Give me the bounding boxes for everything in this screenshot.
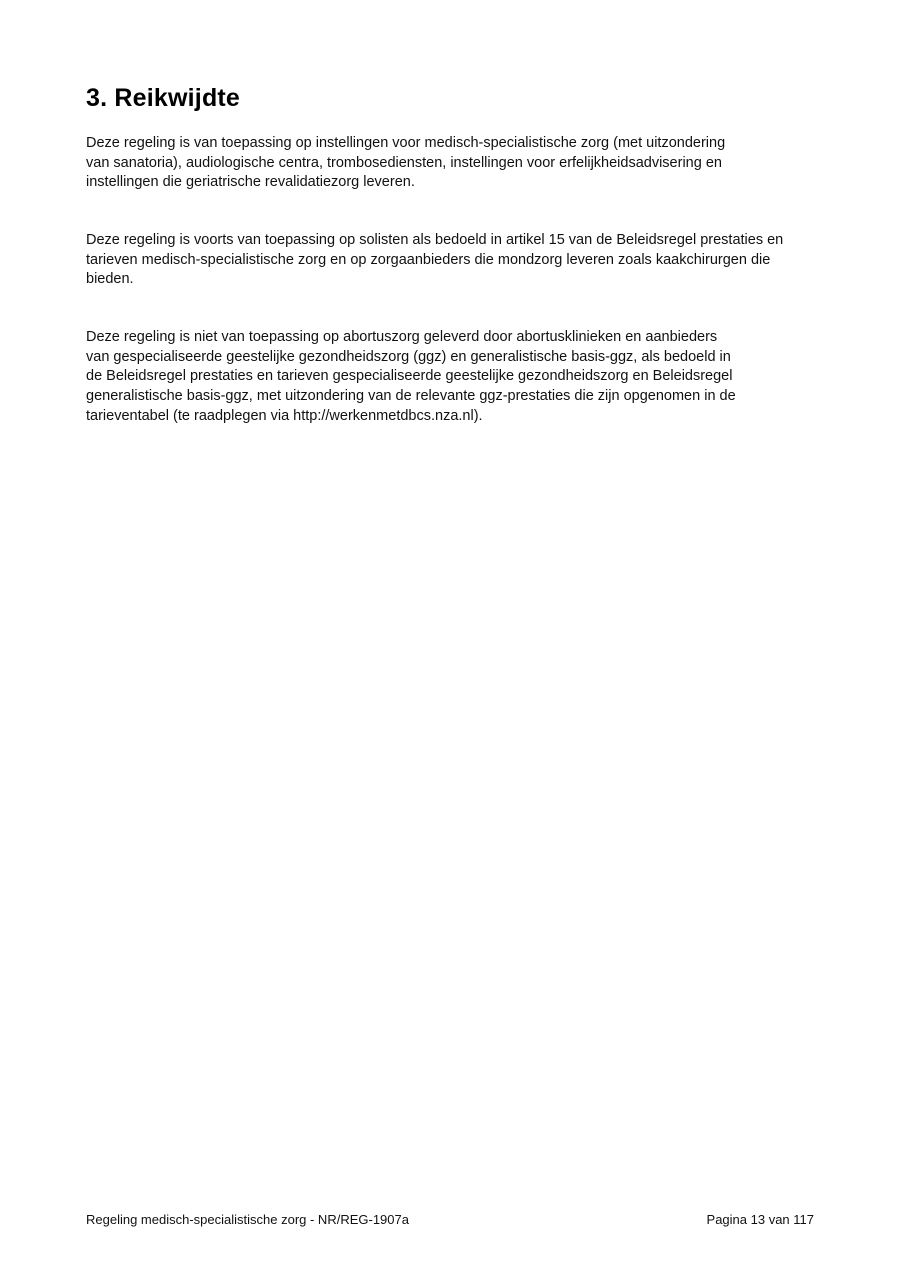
- footer-page-number: Pagina 13 van 117: [706, 1212, 814, 1227]
- footer-document-title: Regeling medisch-specialistische zorg - NR/REG-1907a: [86, 1212, 409, 1227]
- paragraph-line: Deze regeling is van toepassing op instellingen voor medisch-specialistische zorg (met uitzondering: [86, 135, 726, 151]
- paragraph-scope-institutions: [86, 134, 725, 193]
- paragraph-line: instellingen die geriatrische revalidatiezorg leveren.: [86, 174, 415, 191]
- paragraph-scope-solists: [86, 231, 783, 290]
- paragraph-line: van sanatoria), audiologische centra, trombosediensten, instellingen voor erfelijkheidsadvisering en: [86, 154, 722, 171]
- paragraph-line: van gespecialiseerde geestelijke gezondheidszorg (ggz) en generalistische basis-ggz, als bedoeld in: [86, 348, 731, 365]
- paragraph-line: tarieventabel (te raadplegen via http://werkenmetdbcs.nza.nl).: [86, 407, 483, 424]
- paragraph-line: generalistische basis-ggz, met uitzondering van de relevante ggz-prestaties die zijn opgenomen in de: [86, 388, 736, 405]
- paragraph-line: bieden.: [86, 271, 134, 288]
- paragraph-line: tarieven medisch-specialistische zorg en op zorgaanbieders die mondzorg leveren zoals kaakchirurgen die: [86, 251, 771, 268]
- paragraph-line: de Beleidsregel prestaties en tarieven gespecialiseerde geestelijke gezondheidszorg en Beleidsregel: [86, 368, 733, 385]
- section-heading: 3. Reikwijdte: [86, 84, 241, 112]
- paragraph-line: Deze regeling is niet van toepassing op abortuszorg geleverd door abortusklinieken en aanbieders: [86, 329, 718, 345]
- paragraph-scope-exclusions: [86, 328, 736, 427]
- paragraph-line: Deze regeling is voorts van toepassing op solisten als bedoeld in artikel 15 van de Beleidsregel prestaties en: [86, 232, 784, 248]
